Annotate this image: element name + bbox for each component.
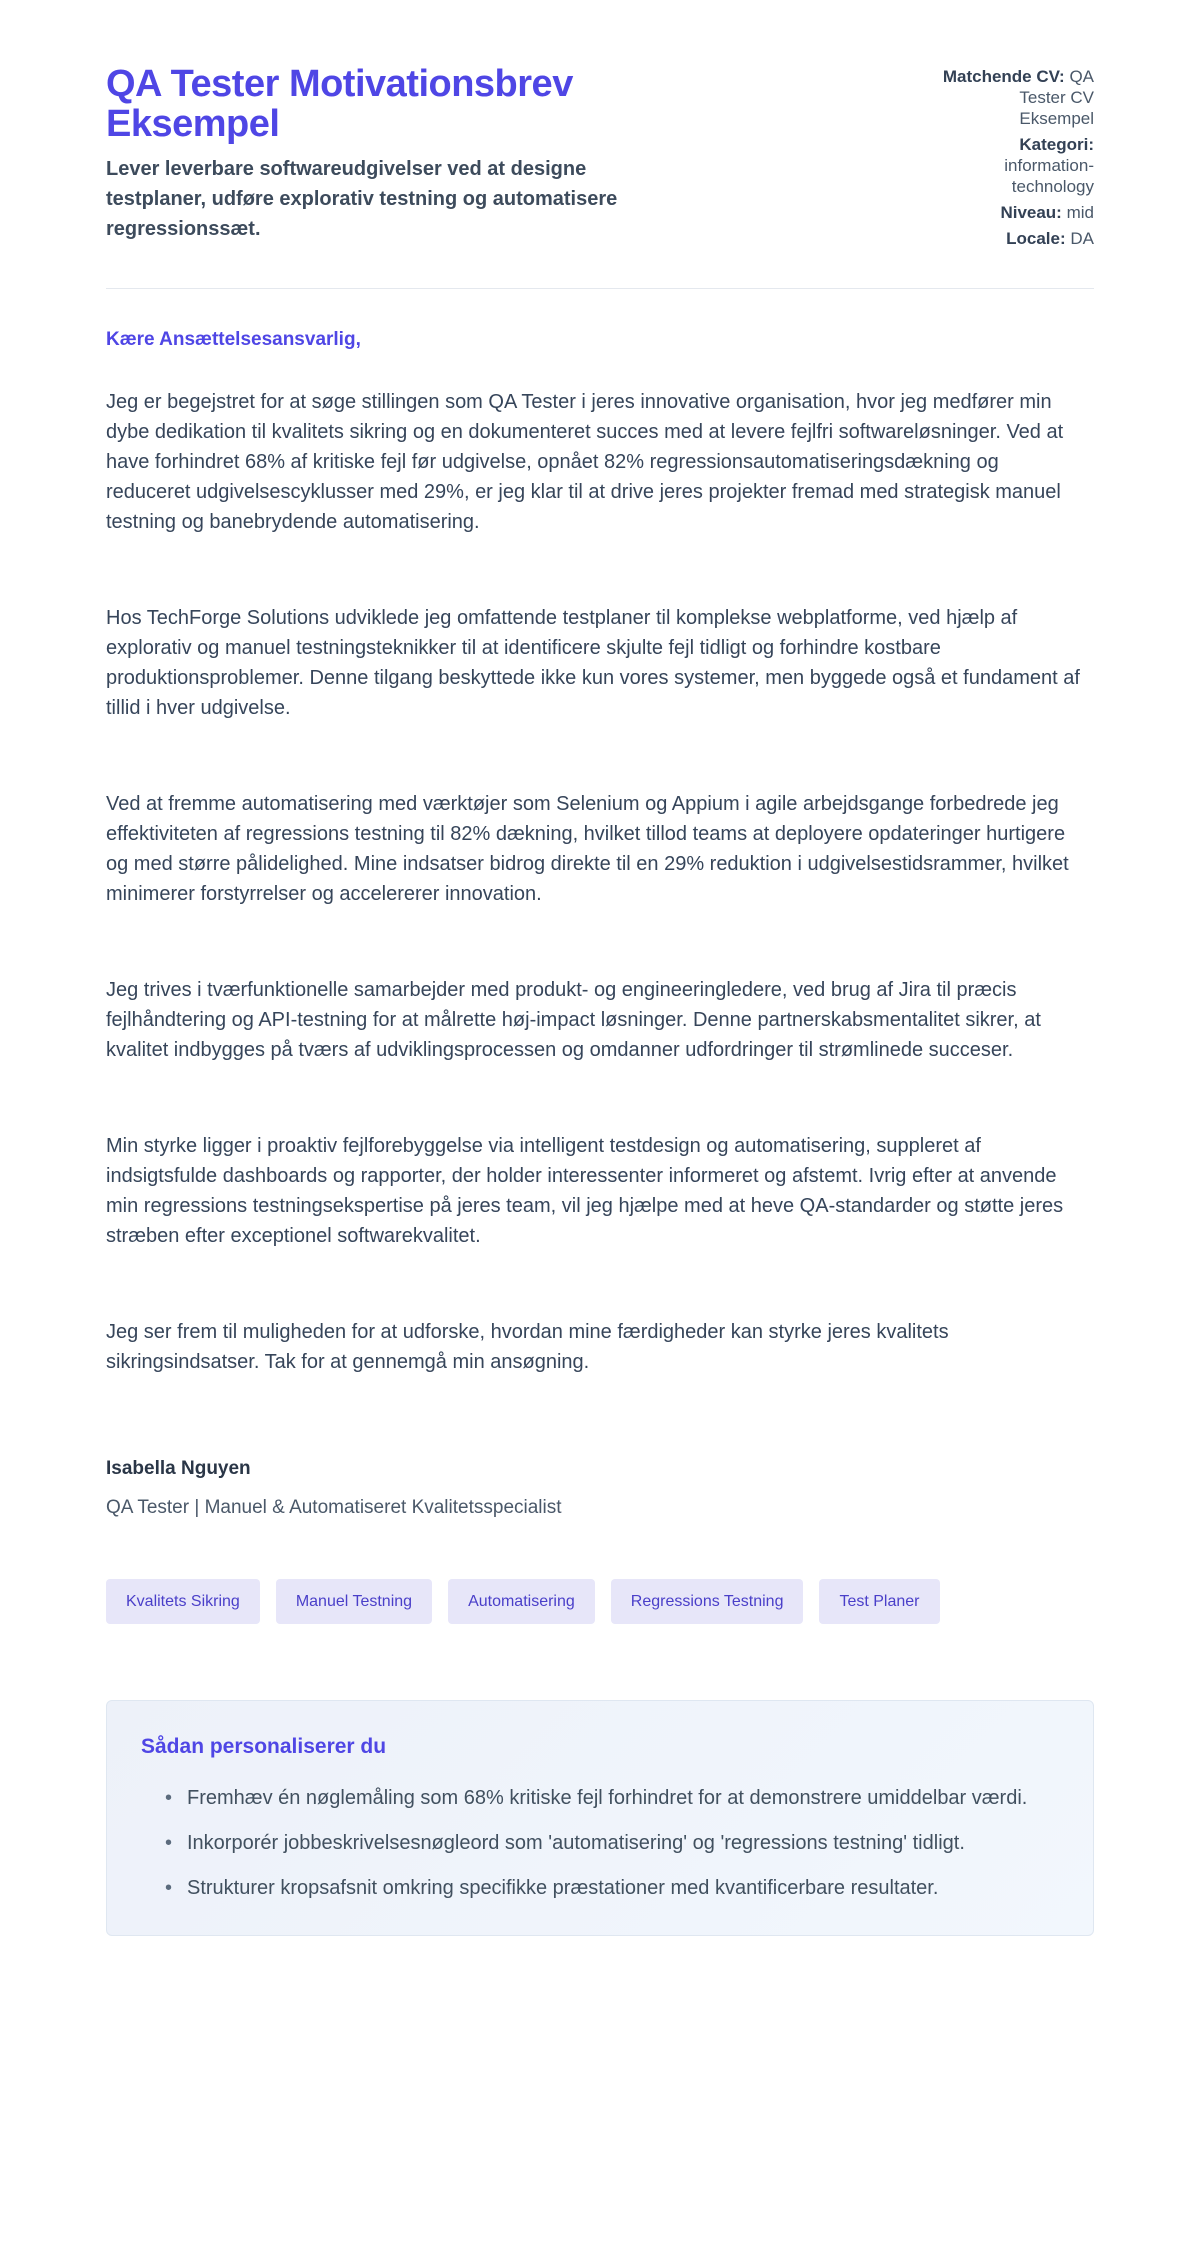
personalization-tips-box xyxy=(106,1700,1094,1936)
meta-category-label: Kategori: xyxy=(1019,135,1094,154)
meta-locale-value: DA xyxy=(1070,229,1094,248)
tag-test-planer[interactable]: Test Planer xyxy=(819,1579,939,1624)
signature-block xyxy=(106,1455,1094,1521)
document-meta xyxy=(942,64,1094,254)
header-title-block xyxy=(106,64,686,244)
meta-category xyxy=(942,134,1094,197)
letter-paragraph: Ved at fremme automatisering med værktøjer som Selenium og Appium i agile arbejdsgange forbedrede jeg effektiviteten af regressions testning til 82% dækning, hvilket tillod teams at deployere opdateringer hurtigere og med større pålidelighed. Mine indsatser bidrog direkte til en 29% reduktion i udgivelsestidsrammer, hvilket minimerer forstyrrelser og accelererer innovation. xyxy=(106,793,1069,905)
signature-title: QA Tester | Manuel & Automatiseret Kvalitetsspecialist xyxy=(106,1497,562,1518)
letter-paragraph: Jeg er begejstret for at søge stillingen som QA Tester i jeres innovative organisation, hvor jeg medfører min dybe dedikation til kvalitets sikring og en dokumenteret succes med at levere fejlfri softwareløsninger. Ved at have forhindret 68% af kritiske fejl før udgivelse, opnået 82% regressionsautomatiseringsdækning og reduceret udgivelsescyklusser med 29%, er jeg klar til at drive jeres projekter fremad med strategisk manuel testning og banebrydende automatisering. xyxy=(106,391,1064,533)
tip-item: • Inkorporér jobbeskrivelsesnøgleord som 'automatisering' og 'regressions testning' tidligt. xyxy=(165,1825,1059,1862)
page-header xyxy=(106,64,1094,254)
header-divider xyxy=(106,288,1094,289)
meta-matching-cv-value: QA Tester CV Eksempel xyxy=(1019,67,1094,128)
page-title: QA Tester Motivationsbrev Eksempel xyxy=(106,63,573,145)
meta-locale xyxy=(942,228,1094,249)
meta-category-value: information-technology xyxy=(1004,156,1094,196)
meta-level xyxy=(942,202,1094,223)
tag-regressions-testning[interactable]: Regressions Testning xyxy=(611,1579,804,1624)
meta-matching-cv-label: Matchende CV: xyxy=(942,67,1065,86)
tips-heading: Sådan personaliserer du xyxy=(141,1735,387,1758)
meta-level-label: Niveau: xyxy=(1000,203,1062,222)
letter-paragraph: Jeg trives i tværfunktionelle samarbejder med produkt- og engineeringledere, ved brug af Jira til præcis fejlhåndtering og API-testning for at målrette høj-impact løsninger. Denne partnerskabsmentalitet sikrer, at kvalitet indbygges på tværs af udviklingsprocessen og omdanner udfordringer til strømlinede succeser. xyxy=(106,979,1041,1061)
tip-item: • Strukturer kropsafsnit omkring specifikke præstationer med kvantificerbare resultater. xyxy=(165,1870,1059,1907)
letter-body xyxy=(106,329,1094,1521)
page-subtitle: Lever leverbare softwareudgivelser ved at designe testplaner, udføre explorativ testning og automatisere regressionssæt. xyxy=(106,158,618,240)
tag-manuel-testning[interactable]: Manuel Testning xyxy=(276,1579,432,1624)
cover-letter-page xyxy=(106,0,1094,2010)
letter-greeting: Kære Ansættelsesansvarlig, xyxy=(106,329,361,350)
tag-kvalitets-sikring[interactable]: Kvalitets Sikring xyxy=(106,1579,260,1624)
letter-paragraph: Min styrke ligger i proaktiv fejlforebyggelse via intelligent testdesign og automatisering, suppleret af indsigtsfulde dashboards og rapporter, der holder interessenter informeret og afstemt. Ivrig efter at anvende min regressions testningsekspertise på jeres team, vil jeg hjælpe med at heve QA-standarder og støtte jeres stræben efter exceptionel softwarekvalitet. xyxy=(106,1135,1064,1247)
meta-matching-cv xyxy=(942,66,1094,129)
tips-list xyxy=(141,1780,1059,1907)
tip-item: • Fremhæv én nøglemåling som 68% kritiske fejl forhindret for at demonstrere umiddelbar værdi. xyxy=(165,1780,1059,1817)
tag-automatisering[interactable]: Automatisering xyxy=(448,1579,595,1624)
letter-paragraph: Hos TechForge Solutions udviklede jeg omfattende testplaner til komplekse webplatforme, ved hjælp af explorativ og manuel testningsteknikker til at identificere skjulte fejl tidligt og forhindre kostbare produktionsproblemer. Denne tilgang beskyttede ikke kun vores systemer, men byggede også et fundament af tillid i hver udgivelse. xyxy=(106,607,1080,719)
letter-paragraph: Jeg ser frem til muligheden for at udforske, hvordan mine færdigheder kan styrke jeres kvalitets sikringsindsatser. Tak for at gennemgå min ansøgning. xyxy=(106,1321,949,1373)
signature-name: Isabella Nguyen xyxy=(106,1458,251,1479)
skill-tags xyxy=(106,1579,1094,1624)
meta-level-value: mid xyxy=(1066,203,1094,222)
meta-locale-label: Locale: xyxy=(1006,229,1066,248)
